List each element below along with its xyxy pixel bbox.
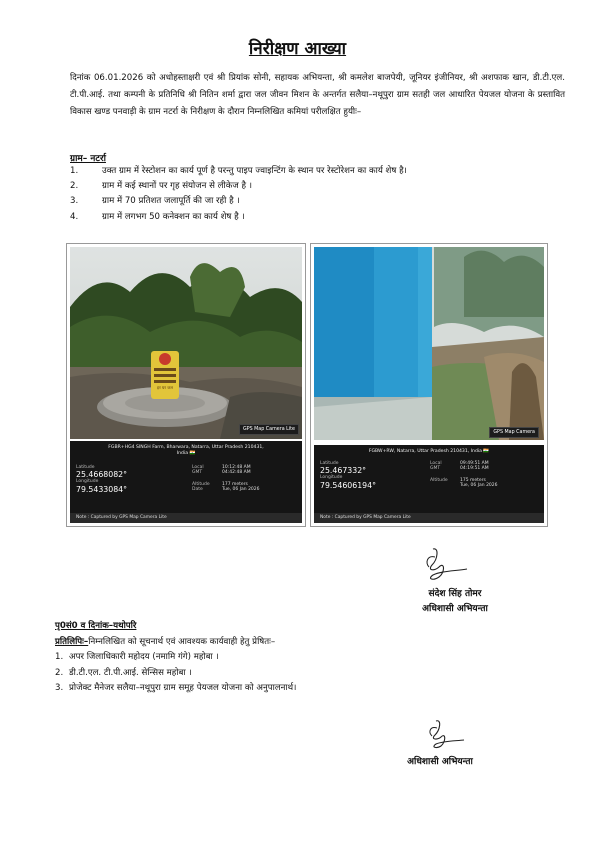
signatory-name: संदेश सिंह तोमर [428,589,482,599]
longitude-value: 79.5433084° [76,484,128,494]
site-photo-blue-wall [314,247,544,440]
list-item-text: प्रोजेक्ट मैनेजर सलैया–नथूपुरा ग्राम समूह पेयजल योजना को अनुपालनार्थ। [69,683,297,693]
capture-note: Note : Captured by GPS Map Camera Lite [70,513,302,523]
geotagged-photo-2 [310,243,548,527]
list-item-number: 4. [70,211,79,222]
gmt-time: 04:19:51 AM [460,466,489,472]
copy-section [55,619,555,697]
signature-image [410,718,470,754]
list-item-text: ग्राम में 70 प्रतिशत जलापूर्ति की जा रही है । [102,196,240,207]
copy-text: निम्नलिखित को सूचनार्थ एवं आवश्यक कार्यवाही हेतु प्रेषितः– [88,636,276,647]
date-value: Tue, 06 Jan 2026 [222,487,260,493]
list-item-number: 1. [70,166,79,176]
geotagged-photo-1 [66,243,306,527]
signatory-designation: अधिशासी अभियन्ता [422,604,488,614]
document-title: निरीक्षण आख्या [248,39,347,59]
latitude-value: 25.467332° [320,466,367,476]
list-item [70,194,570,209]
signatory-designation: अधिशासी अभियन्ता [407,757,473,767]
gps-info-panel: FGBR+HG4 SINGH Farm, Bharwara, Natarra, Uttar Pradesh 210431, India 🇮🇳 Latitude 25.4668082° Longitude 79.5433084° Local 10:12:48 AM GMT 04:42:48 AM Altitude 177 meters Date Tue, 06 Jan 2026 Note : Captured by GPS Map Camera Lite [70,441,302,523]
list-item-number: 2. [55,667,64,678]
list-item-text: अपर जिलाधिकारी महोदय (नमामि गंगे) महोबा । [69,652,219,662]
list-item-text: ग्राम में कई स्थानों पर गृह संयोजन से लीकेज है । [102,181,252,192]
altitude-value: 177 meters [222,481,248,487]
address-text: FGBW+RW, Natarra, Uttar Pradesh 210431, India 🇮🇳 [368,449,490,454]
gmt-time: 04:42:48 AM [222,470,251,476]
village-heading: ग्राम– नटर्रा [70,154,106,164]
list-item-number: 1. [55,652,64,662]
list-item [70,179,570,194]
list-item [55,650,555,666]
address-text: FGBR+HG4 SINGH Farm, Bharwara, Natarra, Uttar Pradesh 210431, India 🇮🇳 [108,445,264,456]
plaque-text: हर घर जल [157,385,173,390]
recipient-list [55,650,555,697]
list-item [55,666,555,682]
longitude-value: 79.54606194° [320,480,376,490]
list-item [70,210,570,225]
list-item-number: 2. [70,181,79,192]
list-item [55,681,555,697]
list-item-text: डी.टी.एल. टी.पी.आई. सेन्सिस महोबा । [69,667,192,678]
latitude-value: 25.4668082° [76,470,128,480]
site-photo-tap-platform [70,247,302,439]
list-item-text: उक्त ग्राम में रेस्टोशन का कार्य पूर्ण है परन्तु पाइप ज्वाइन्टिंग के स्थान पर रेस्टोरेशन का कार्य शेष है। [102,166,407,176]
gps-camera-badge: GPS Map Camera Lite [239,424,299,435]
altitude-value: 175 meters [460,477,486,483]
deficiency-list [70,164,570,225]
local-time: 09:49:51 AM [460,461,489,466]
list-item-number: 3. [70,196,79,207]
list-item [70,164,570,179]
reference-line: पृ0सं0 व दिनांक–यथोपरि [55,621,137,631]
gps-camera-badge: GPS Map Camera [489,427,539,438]
date-value: Tue, 06 Jan 2026 [460,483,498,489]
copy-label: प्रतिलिपिः– [55,636,89,647]
signature-image [405,545,475,587]
copy-intro [55,635,555,651]
list-item-number: 3. [55,683,64,693]
capture-note: Note : Captured by GPS Map Camera Lite [314,513,544,523]
local-time: 10:12:48 AM [222,465,251,470]
list-item-text: ग्राम में लगभग 50 कनेक्शन का कार्य शेष है । [102,211,245,222]
gps-info-panel: FGBW+RW, Natarra, Uttar Pradesh 210431, India 🇮🇳 Latitude 25.467332° Longitude 79.54606194° Local 09:49:51 AM GMT 04:19:51 AM Altitude 175 meters Tue, 06 Jan 2026 Note : Captured by GPS Map Camera Lite [314,445,544,523]
intro-paragraph: दिनांक 06.01.2026 को अधोहस्ताक्षरी एवं श्री प्रियांक सोनी, सहायक अभियन्ता, श्री कमलेश बाजपेयी, जूनियर इंजीनियर, श्री अशफाक खान, डी.टी.एल. टी.पी.आई. तथा कम्पनी के प्रतिनिधि श्री नितिन शर्मा द्वारा जल जीवन मिशन के अन्तर्गत सलैया–नथूपुरा ग्राम सतही जल आधारित पेयजल योजना के प्रस्तावित विकास खण्ड पनवाड़ी के ग्राम नटर्रा के निरीक्षण के दौरान निम्नलिखित कमियां परीलक्षित हुयीः– [70,73,565,117]
